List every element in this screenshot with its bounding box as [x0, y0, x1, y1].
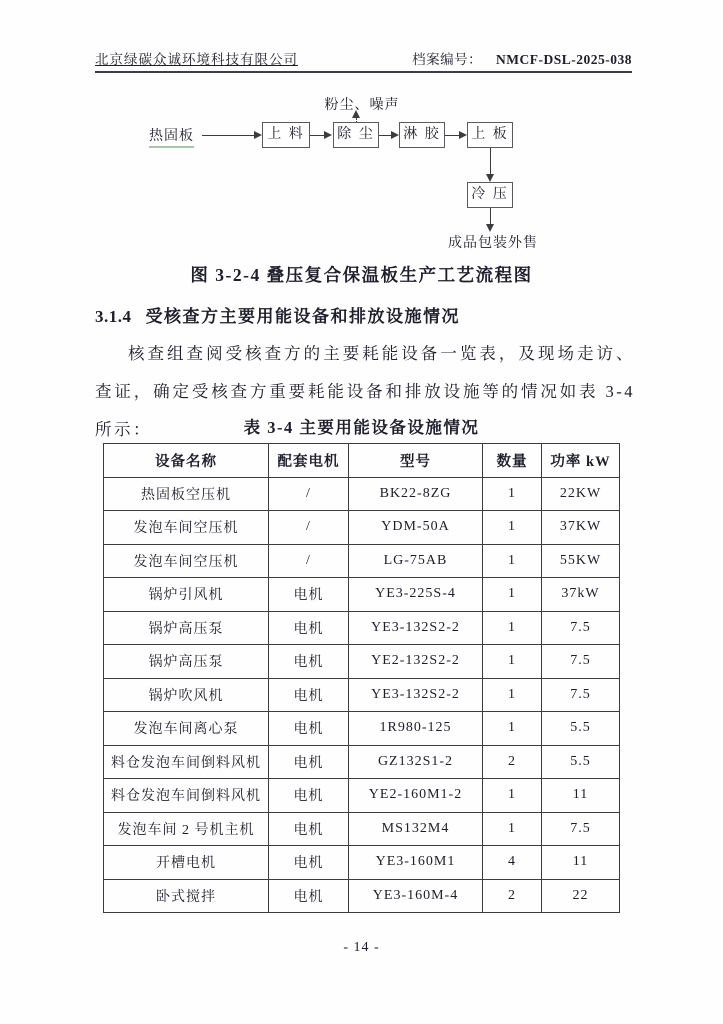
cell-power: 7.5: [542, 611, 620, 645]
column-header: 配套电机: [269, 444, 349, 478]
cell-device-name: 料仓发泡车间倒料风机: [104, 745, 269, 779]
equipment-table: [103, 443, 620, 913]
cell-power: 22KW: [542, 477, 620, 511]
cell-model: BK22-8ZG: [349, 477, 483, 511]
cell-model: YE3-225S-4: [349, 578, 483, 612]
cell-device-name: 发泡车间空压机: [104, 544, 269, 578]
cell-model: YE3-160M-4: [349, 879, 483, 913]
table-row: [104, 611, 620, 645]
table-row: [104, 578, 620, 612]
cell-device-name: 发泡车间空压机: [104, 511, 269, 545]
cell-motor: /: [269, 511, 349, 545]
cell-model: GZ132S1-2: [349, 745, 483, 779]
doc-number-label: 档案编号：: [412, 52, 483, 67]
cell-model: YE2-132S2-2: [349, 645, 483, 679]
cell-quantity: 4: [483, 846, 542, 880]
flow-connector: [490, 208, 491, 224]
cell-device-name: 料仓发泡车间倒料风机: [104, 779, 269, 813]
arrow-right-icon: [391, 131, 399, 139]
cell-motor: 电机: [269, 611, 349, 645]
cell-model: LG-75AB: [349, 544, 483, 578]
flow-connector: [202, 135, 254, 136]
section-heading: [95, 302, 460, 327]
flow-box-loading: 上 料: [262, 122, 310, 148]
header-divider: [95, 71, 632, 73]
flow-connector: [445, 135, 459, 136]
cell-power: 37kW: [542, 578, 620, 612]
cell-model: YDM-50A: [349, 511, 483, 545]
cell-motor: 电机: [269, 712, 349, 746]
table-row: [104, 779, 620, 813]
cell-motor: 电机: [269, 879, 349, 913]
flow-box-gluing: 淋 胶: [399, 122, 445, 148]
arrow-down-icon: [486, 224, 494, 232]
section-title: 受核查方主要用能设备和排放设施情况: [145, 307, 460, 326]
table-row: [104, 511, 620, 545]
body-paragraph: 核查组查阅受核查方的主要耗能设备一览表，及现场走访、查证，确定受核查方重要耗能设备和排放设施等的情况如表 3-4 所示：: [95, 344, 635, 439]
cell-device-name: 锅炉引风机: [104, 578, 269, 612]
cell-device-name: 发泡车间离心泵: [104, 712, 269, 746]
cell-power: 7.5: [542, 678, 620, 712]
flow-emission-label: 粉尘、噪声: [324, 98, 400, 113]
table-row: [104, 544, 620, 578]
cell-quantity: 1: [483, 678, 542, 712]
flow-connector: [310, 135, 324, 136]
process-flowchart: [0, 90, 723, 255]
cell-power: 37KW: [542, 511, 620, 545]
cell-quantity: 1: [483, 511, 542, 545]
arrow-right-icon: [324, 131, 332, 139]
flow-box-cold-pressing: 冷 压: [467, 182, 513, 208]
cell-motor: 电机: [269, 645, 349, 679]
cell-motor: /: [269, 477, 349, 511]
arrow-right-icon: [459, 131, 467, 139]
cell-power: 7.5: [542, 812, 620, 846]
table-row: [104, 879, 620, 913]
cell-motor: 电机: [269, 745, 349, 779]
cell-quantity: 1: [483, 544, 542, 578]
cell-power: 11: [542, 846, 620, 880]
table-row: [104, 745, 620, 779]
table-row: [104, 645, 620, 679]
table-header-row: [104, 444, 620, 478]
cell-device-name: 锅炉高压泵: [104, 611, 269, 645]
cell-motor: 电机: [269, 812, 349, 846]
cell-quantity: 1: [483, 645, 542, 679]
table-row: [104, 712, 620, 746]
cell-device-name: 发泡车间 2 号机主机: [104, 812, 269, 846]
cell-power: 5.5: [542, 745, 620, 779]
arrow-right-icon: [254, 131, 262, 139]
cell-quantity: 1: [483, 611, 542, 645]
cell-quantity: 1: [483, 812, 542, 846]
cell-motor: 电机: [269, 678, 349, 712]
cell-quantity: 2: [483, 879, 542, 913]
page-number: - 14 -: [343, 940, 380, 955]
table-row: [104, 812, 620, 846]
cell-device-name: 卧式搅拌: [104, 879, 269, 913]
column-header: 型号: [349, 444, 483, 478]
flow-output-label: 成品包装外售: [448, 236, 538, 251]
column-header: 数量: [483, 444, 542, 478]
cell-model: 1R980-125: [349, 712, 483, 746]
header-company-name: 北京绿碳众诚环境科技有限公司: [95, 52, 298, 67]
arrow-up-icon: [352, 110, 360, 118]
cell-quantity: 1: [483, 578, 542, 612]
page-header: [95, 48, 632, 68]
table-row: [104, 477, 620, 511]
doc-number-value: NMCF-DSL-2025-038: [496, 52, 632, 67]
cell-motor: 电机: [269, 779, 349, 813]
cell-model: YE2-160M1-2: [349, 779, 483, 813]
cell-quantity: 1: [483, 779, 542, 813]
flow-box-dedusting: 除 尘: [333, 122, 379, 148]
header-doc-number: [412, 48, 632, 68]
column-header: 设备名称: [104, 444, 269, 478]
cell-quantity: 1: [483, 477, 542, 511]
cell-motor: /: [269, 544, 349, 578]
cell-power: 11: [542, 779, 620, 813]
section-number: 3.1.4: [95, 307, 132, 326]
cell-power: 55KW: [542, 544, 620, 578]
cell-power: 22: [542, 879, 620, 913]
cell-model: YE3-132S2-2: [349, 678, 483, 712]
cell-device-name: 锅炉高压泵: [104, 645, 269, 679]
flow-box-board-loading: 上 板: [467, 122, 513, 148]
cell-power: 7.5: [542, 645, 620, 679]
cell-model: YE3-160M1: [349, 846, 483, 880]
cell-model: MS132M4: [349, 812, 483, 846]
cell-motor: 电机: [269, 578, 349, 612]
table-caption: 表 3-4 主要用能设备设施情况: [243, 418, 480, 437]
cell-quantity: 2: [483, 745, 542, 779]
table-row: [104, 846, 620, 880]
cell-device-name: 开槽电机: [104, 846, 269, 880]
cell-motor: 电机: [269, 846, 349, 880]
cell-device-name: 热固板空压机: [104, 477, 269, 511]
column-header: 功率 kW: [542, 444, 620, 478]
flow-input-label: 热固板: [149, 125, 194, 148]
page-footer: [0, 940, 723, 956]
cell-model: YE3-132S2-2: [349, 611, 483, 645]
cell-power: 5.5: [542, 712, 620, 746]
arrow-down-icon: [486, 174, 494, 182]
table-row: [104, 678, 620, 712]
flow-connector: [490, 148, 491, 174]
flow-connector: [379, 135, 391, 136]
cell-device-name: 锅炉吹风机: [104, 678, 269, 712]
figure-caption: 图 3-2-4 叠压复合保温板生产工艺流程图: [190, 265, 533, 285]
cell-quantity: 1: [483, 712, 542, 746]
